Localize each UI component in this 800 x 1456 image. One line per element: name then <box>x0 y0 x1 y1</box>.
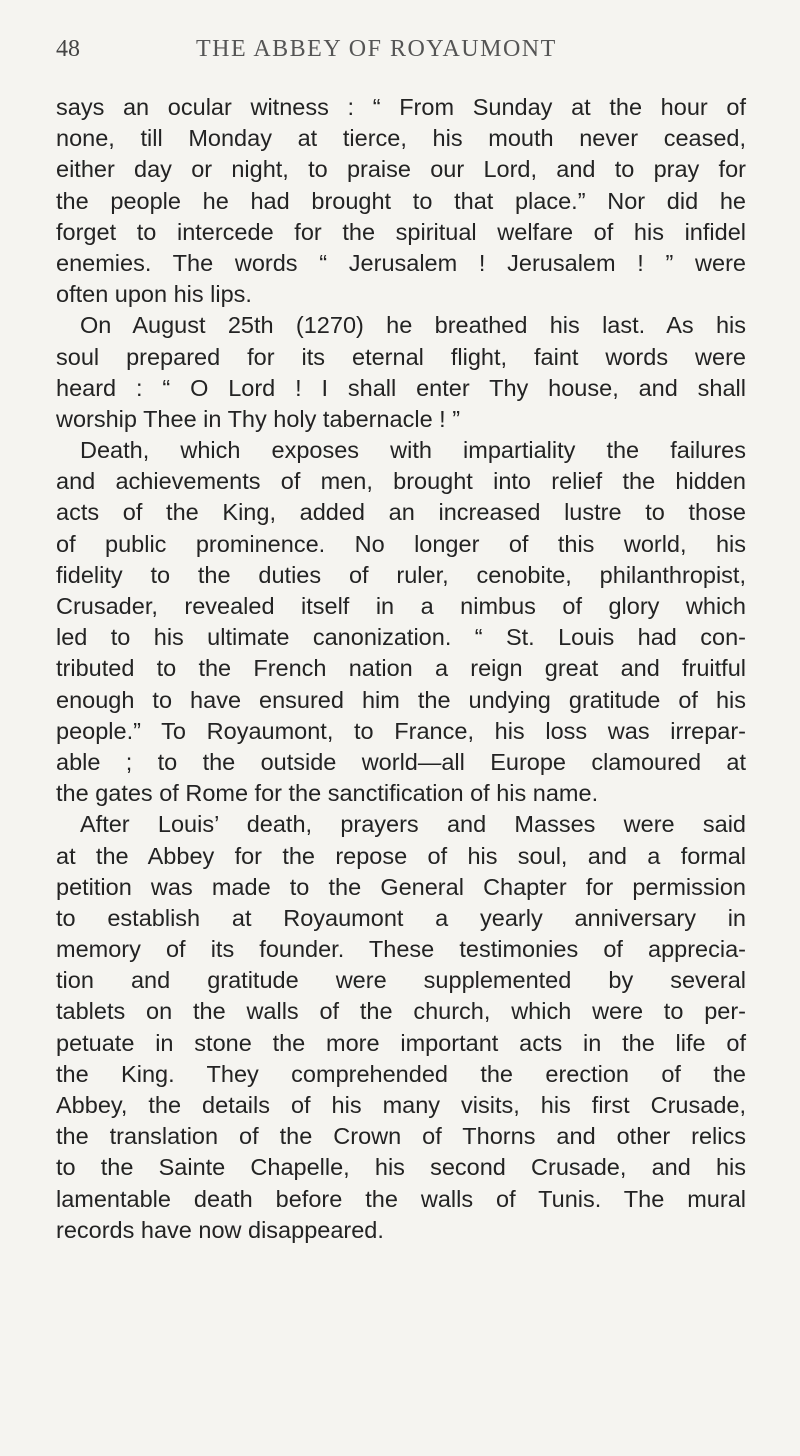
text-line: to the Sainte Chapelle, his second Crusade, and his <box>56 1154 746 1181</box>
text-line: memory of its founder. These testimonies of apprecia- <box>56 936 746 963</box>
text-line: led to his ultimate canonization. “ St. Louis had con- <box>56 624 746 651</box>
text-line: either day or night, to praise our Lord, and to pray for <box>56 156 746 183</box>
text-line: fidelity to the duties of ruler, cenobite, philanthropist, <box>56 561 746 588</box>
text-line: On August 25th (1270) he breathed his last. As his <box>80 312 746 339</box>
text-line: the King. They comprehended the erection of the <box>56 1060 746 1087</box>
text-line: says an ocular witness : “ From Sunday at the hour of <box>56 94 746 120</box>
text-line: enough to have ensured him the undying gratitude of his <box>56 686 746 713</box>
text-line: the people he had brought to that place.” Nor did he <box>56 187 746 214</box>
text-line: enemies. The words “ Jerusalem ! Jerusalem ! ” were <box>56 249 746 276</box>
text-line: and achievements of men, brought into relief the hidden <box>56 468 746 495</box>
text-line: petuate in stone the more important acts in the life of <box>56 1029 746 1056</box>
running-head: THE ABBEY OF ROYAUMONT <box>196 36 557 62</box>
text-line: soul prepared for its eternal flight, faint words were <box>56 343 746 370</box>
text-line: able ; to the outside world—all Europe clamoured at <box>56 748 746 775</box>
text-line: petition was made to the General Chapter for permission <box>56 873 746 900</box>
text-line: to establish at Royaumont a yearly anniversary in <box>56 904 746 931</box>
text-line: acts of the King, added an increased lustre to those <box>56 499 746 526</box>
text-line: the gates of Rome for the sanctification of his name. <box>56 780 599 807</box>
text-line: After Louis’ death, prayers and Masses were said <box>80 811 746 838</box>
page-header <box>56 36 746 76</box>
page-number: 48 <box>56 36 80 62</box>
text-line: none, till Monday at tierce, his mouth never ceased, <box>56 125 746 152</box>
text-line: lamentable death before the walls of Tunis. The mural <box>56 1185 746 1212</box>
text-line: heard : “ O Lord ! I shall enter Thy house, and shall <box>56 374 746 401</box>
text-line: tributed to the French nation a reign great and fruitful <box>56 655 746 682</box>
text-line: Abbey, the details of his many visits, his first Crusade, <box>56 1092 746 1118</box>
text-line: Crusader, revealed itself in a nimbus of glory which <box>56 593 746 619</box>
text-line: people.” To Royaumont, to France, his loss was irrepar- <box>56 717 746 744</box>
text-line: often upon his lips. <box>56 281 252 308</box>
text-line: the translation of the Crown of Thorns and other relics <box>56 1123 746 1150</box>
text-line: at the Abbey for the repose of his soul, and a formal <box>56 842 746 869</box>
text-line: Death, which exposes with impartiality the failures <box>80 437 746 464</box>
text-line: worship Thee in Thy holy tabernacle ! ” <box>56 405 461 432</box>
text-line: forget to intercede for the spiritual welfare of his infidel <box>56 218 746 245</box>
text-line: of public prominence. No longer of this world, his <box>56 530 746 557</box>
text-line: tablets on the walls of the church, which were to per- <box>56 998 746 1025</box>
text-line: records have now disappeared. <box>56 1216 384 1243</box>
body-text <box>56 92 746 1246</box>
text-line: tion and gratitude were supplemented by several <box>56 967 746 994</box>
